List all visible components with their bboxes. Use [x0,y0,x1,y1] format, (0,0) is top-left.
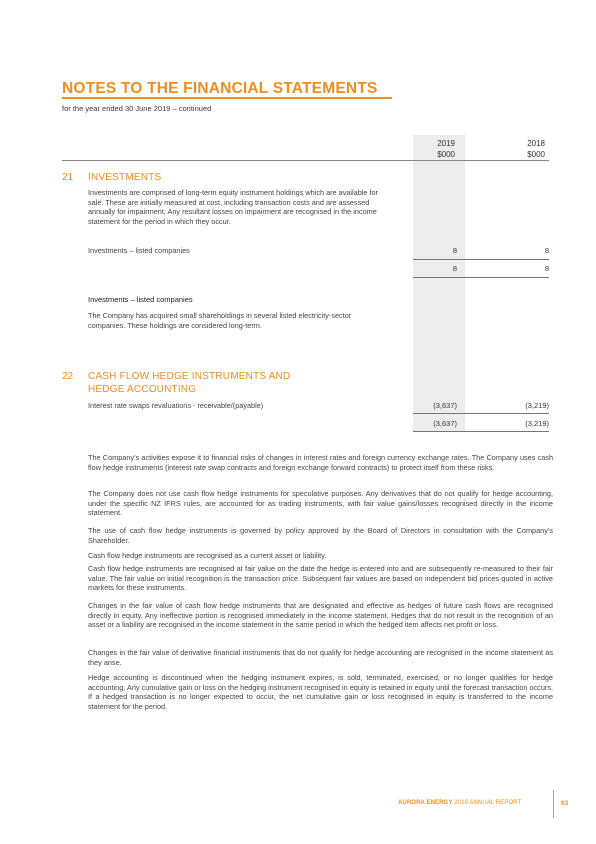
section-22-paragraph: The Company’s activities expose it to financial risks of changes in interest rates and foreign currency exchange rates. The Company uses cash flow hedge instruments (interest rate swap contracts and foreign exchange forward contracts) to protect itself from these risks. [88,453,553,472]
page-number: 63 [561,800,569,807]
footer-divider [553,790,554,818]
section-21-row-2018: 8 [544,246,549,255]
page-subtitle: for the year ended 30 June 2019 – continued [62,104,212,113]
column-header-2018 [495,138,545,160]
column-header-2019 [405,138,455,160]
footer-brand: AURORA ENERGY [398,800,453,806]
section-22-row-label: Interest rate swaps revaluations - receivable/(payable) [88,401,264,410]
section-21-total-rule [413,277,549,278]
section-22-number: 22 [62,371,74,382]
column-year-2018: 2018 [527,139,545,148]
section-22-total-2018: (3,219) [525,419,549,428]
section-22-title-line-1: CASH FLOW HEDGE INSTRUMENTS AND [88,371,291,382]
section-21-row-2019: 8 [452,246,457,255]
title-underline [62,97,392,99]
section-22-paragraph: Cash flow hedge instruments are recognised at fair value on the date the hedge is entered into and are subsequently re-measured to their fair value. The fair value on initial recognition is the transaction price. Subsequent fair values are based on independent bid prices quoted in active markets for these instruments. [88,564,553,593]
section-21-subheading: Investments – listed companies [88,295,193,304]
column-year-2019: 2019 [437,139,455,148]
section-22-title-line-2: HEDGE ACCOUNTING [88,384,197,395]
section-21-total-2018: 8 [544,264,549,273]
section-22-paragraph: Cash flow hedge instruments are recognised as a current asset or liability. [88,551,327,560]
section-22-row-2019: (3,637) [433,401,457,410]
section-21-title: INVESTMENTS [88,172,162,183]
section-22-paragraph: Hedge accounting is discontinued when the hedging instrument expires, is sold, terminated, exercised, or no longer qualifies for hedge accounting. Any cumulative gain or loss on the hedging instrument recognised in equity is retained in equity until the forecast transaction occurs. If a hedged transaction is no longer expected to occur, the net cumulative gain or loss recognised in equity is transferred to the income statement for the period. [88,673,553,711]
column-unit-2018: $000 [527,150,545,159]
section-21-sub-text: The Company has acquired small shareholdings in several listed electricity-sector companies. These holdings are considered long-term. [88,311,352,330]
section-21-row-label: Investments – listed companies [88,246,190,255]
current-year-column-shade [413,135,465,432]
section-21-total-2019: 8 [452,264,457,273]
column-unit-2019: $000 [437,150,455,159]
section-22-subtotal-rule [413,413,549,414]
section-22-row-2018: (3,219) [525,401,549,410]
section-22-title [88,370,290,396]
header-divider [62,160,549,161]
section-22-total-rule [413,431,549,432]
section-22-paragraph: Changes in the fair value of cash flow hedge instruments that are designated and effective as hedges of future cash flows are recognised directly in equity. Any ineffective portion is recognised immediately in the income statement. Hedges that do not result in the recognition of an asset or a liability are recognised in the income statement in the same period in which the hedged item affects net profit or loss. [88,601,553,630]
section-21-subtotal-rule [413,259,549,260]
footer-report-name [398,800,521,806]
section-22-total-2019: (3,637) [433,419,457,428]
footer-report: 2019 ANNUAL REPORT [454,800,522,806]
section-22-paragraph: Changes in the fair value of derivative financial instruments that do not qualify for hedge accounting are recognised in the income statement as they arise. [88,648,553,667]
section-22-paragraph: The use of cash flow hedge instruments is governed by policy approved by the Board of Directors in consultation with the Company’s Shareholder. [88,526,553,545]
section-21-description: Investments are comprised of long-term equity instrument holdings which are available for sale. These are initially measured at cost, including transaction costs and are assessed annually for impairment. Any resultant losses on impairment are recognised in the income statement for the period in which they occur. [88,188,378,226]
section-21-number: 21 [62,172,74,183]
section-22-paragraph: The Company does not use cash flow hedge instruments for speculative purposes. Any derivatives that do not qualify for hedge accounting, under the specific NZ IFRS rules, are accounted for as trading instruments, with fair value gains/losses recognised directly in the income statement. [88,489,553,518]
page-title: NOTES TO THE FINANCIAL STATEMENTS [62,80,378,97]
